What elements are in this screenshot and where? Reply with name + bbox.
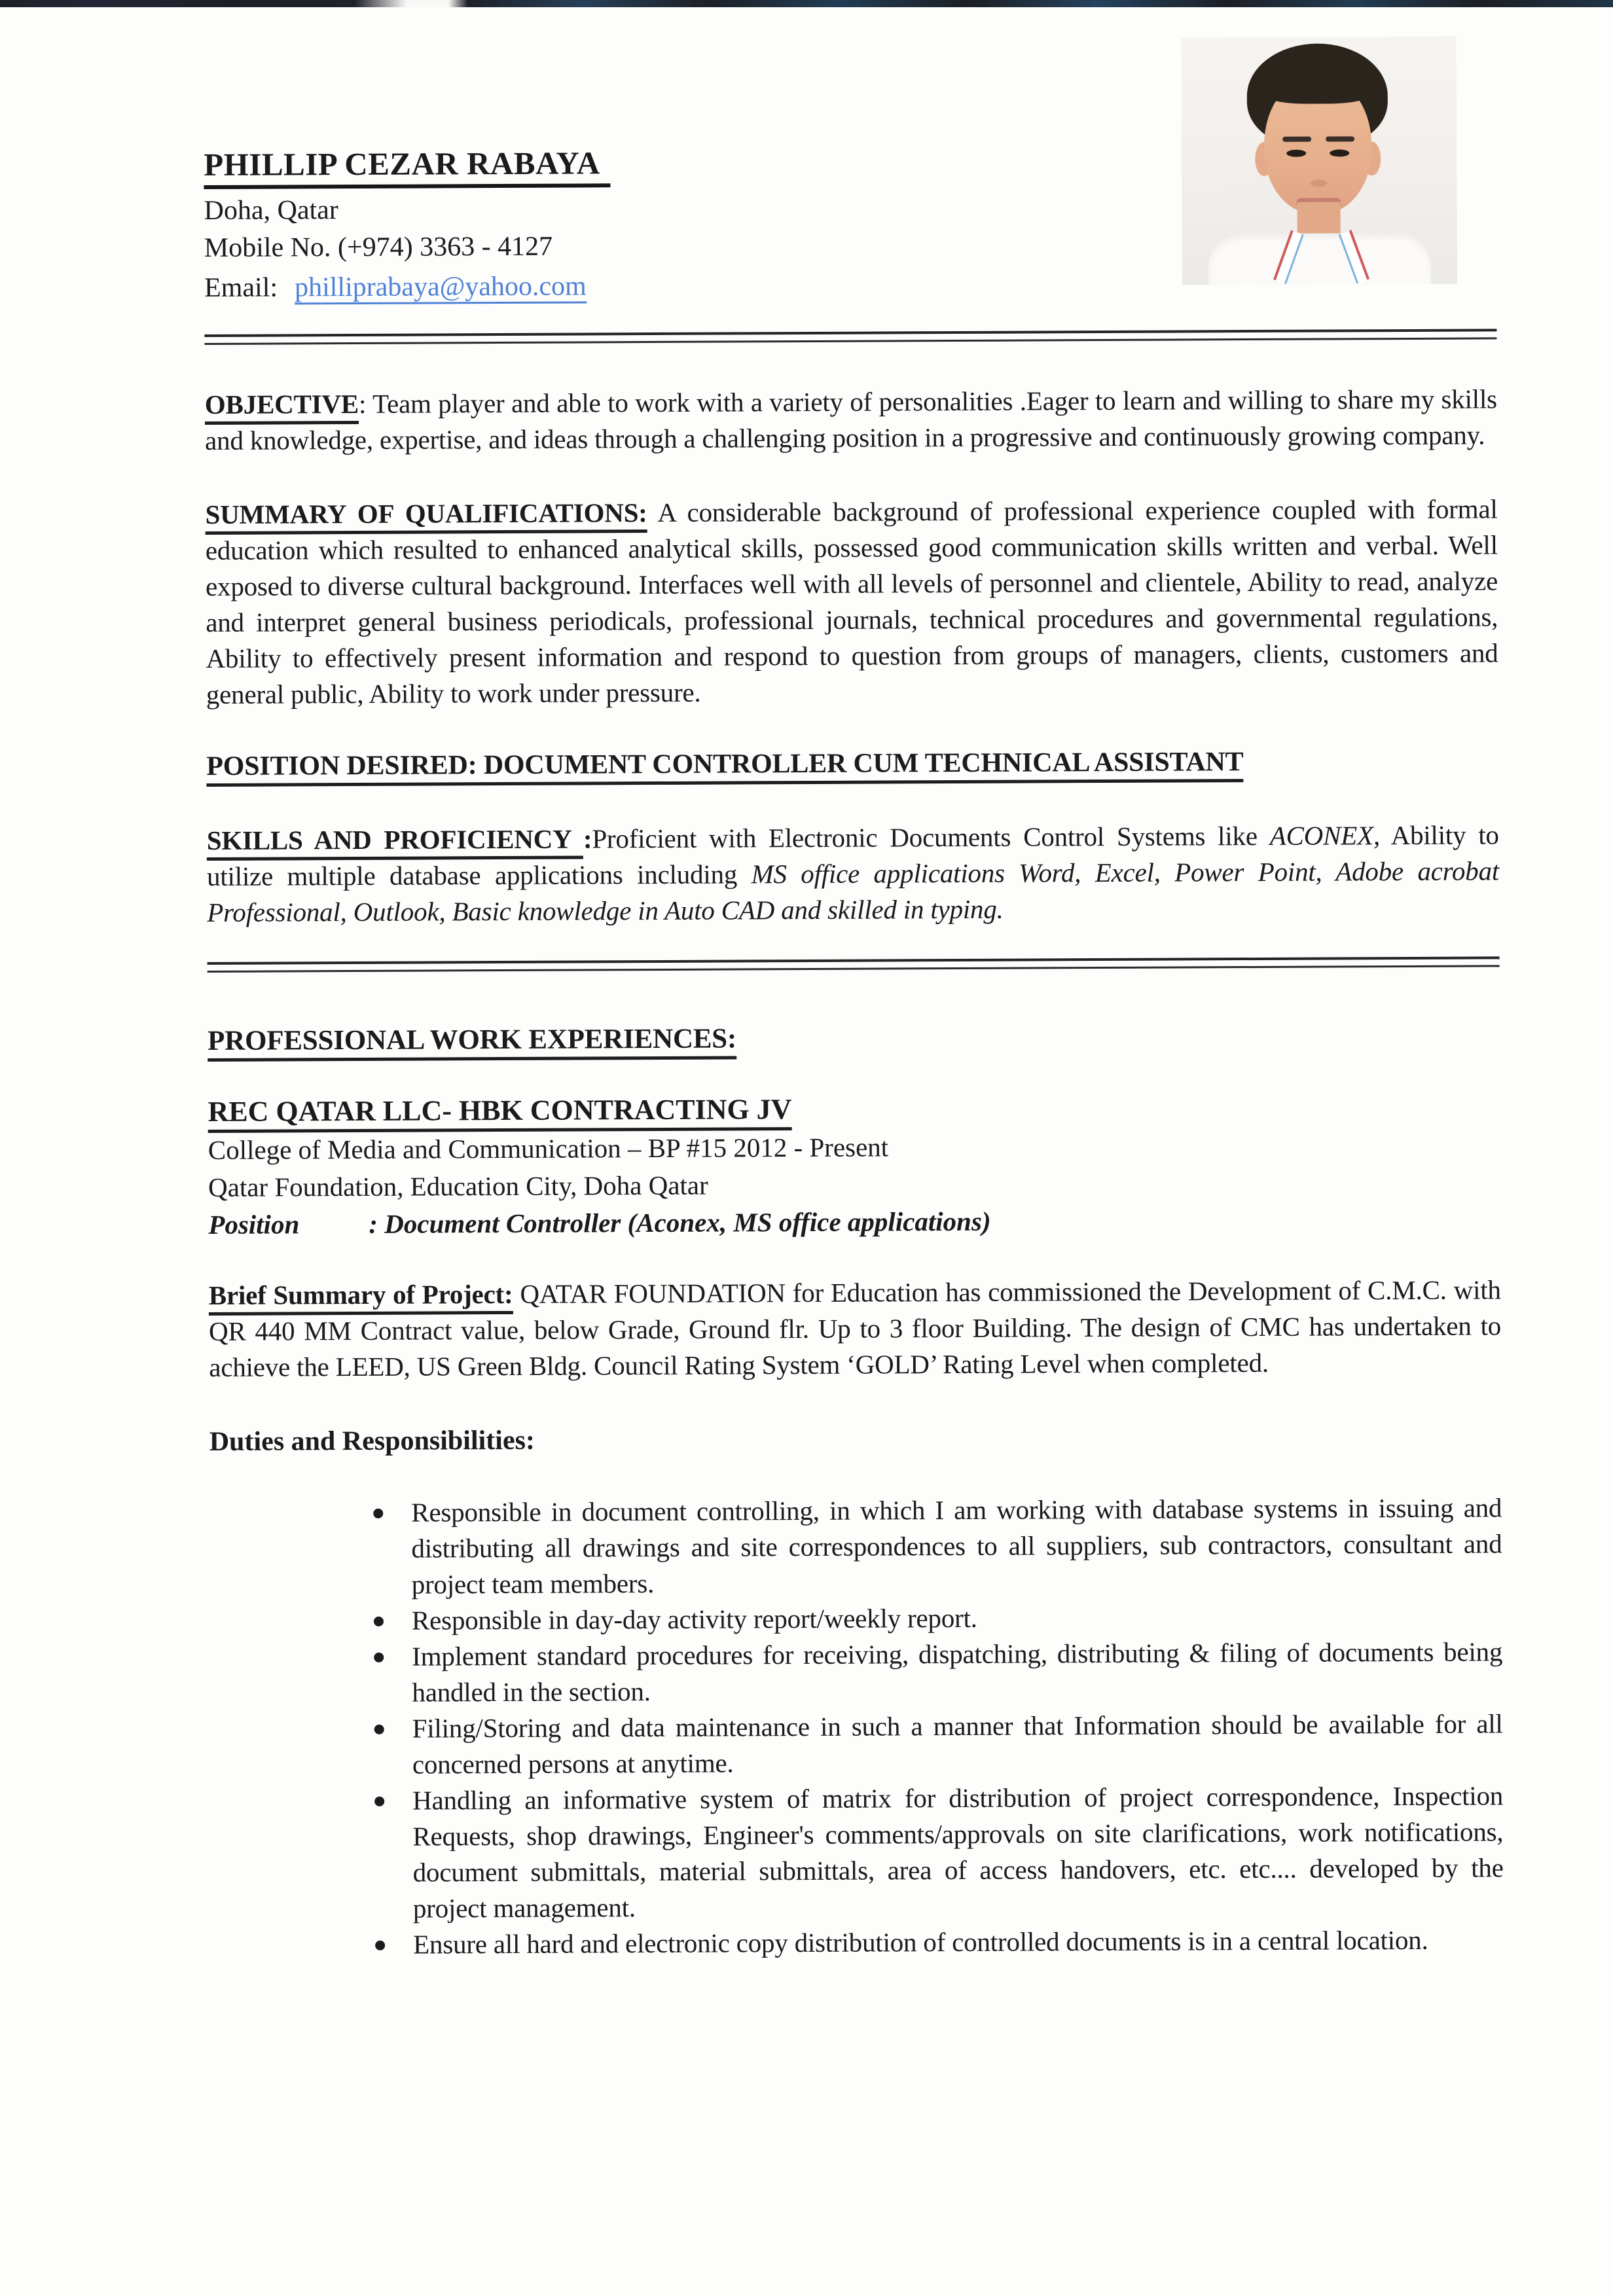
skills-heading: SKILLS AND PROFICIENCY xyxy=(207,823,583,861)
skills-colon: : xyxy=(583,823,592,854)
position-desired-heading: POSITION DESIRED: DOCUMENT CONTROLLER CUM TECHNICAL ASSISTANT xyxy=(206,742,1498,785)
skills-text: Ability to utilize multiple database applications including xyxy=(206,819,1499,891)
project-summary-paragraph xyxy=(209,1272,1502,1386)
duty-item: Filing/Storing and data maintenance in such a manner that Information should be available for all concerned persons at anytime. xyxy=(374,1706,1503,1783)
duty-item: Responsible in day-day activity report/weekly report. xyxy=(374,1598,1502,1639)
email-link[interactable]: philliprabaya@yahoo.com xyxy=(295,271,587,304)
objective-paragraph xyxy=(205,381,1497,459)
duties-heading: Duties and Responsibilities: xyxy=(209,1425,535,1457)
skills-text-italic: MS office applications Word, Excel, Power Point, Adobe acrobat Professional, Outlook, Basic knowledge in Auto CAD and skilled in typing. xyxy=(207,855,1500,927)
applicant-name: PHILLIP CEZAR RABAYA xyxy=(204,141,1496,183)
duties-list xyxy=(209,1490,1504,1964)
bullet-icon xyxy=(374,1653,384,1662)
email-label: Email: xyxy=(204,272,278,304)
bullet-icon xyxy=(375,1941,385,1950)
objective-heading: OBJECTIVE xyxy=(205,389,359,425)
project-summary-text: QATAR FOUNDATION for Education has commissioned the Development of C.M.C. with QR 440 MM Contract value, below Grade, Ground flr. Up to 3 floor Building. The design of CMC has undertaken to achieve the LEED, US Green Bldg. Council Rating System ‘GOLD’ Rating Level when completed. xyxy=(208,1274,1502,1382)
summary-text: A considerable background of professional experience coupled with formal education which resulted to enhanced analytical skills, possessed good communication skills written and verbal. Well exposed to diverse cultural background. Interfaces well with all levels of personnel and clientele, Ability to read, analyze and interpret general business periodicals, professional journals, technical procedures and governmental regulations, Ability to effectively present information and respond to question from groups of managers, clients, customers and general public, Ability to work under pressure. xyxy=(205,493,1498,709)
applicant-location: Doha, Qatar xyxy=(204,195,338,226)
skills-text: Proficient with Electronic Documents Control Systems like xyxy=(592,820,1270,854)
company-location-line: Qatar Foundation, Education City, Doha Qatar xyxy=(208,1170,708,1202)
summary-heading: SUMMARY OF QUALIFICATIONS: xyxy=(206,497,647,535)
objective-colon: : xyxy=(358,388,373,419)
divider-header xyxy=(204,329,1496,345)
position-line xyxy=(208,1200,1500,1244)
duty-item: Responsible in document controlling, in which I am working with database systems in issuing and distributing all drawings and site correspondences to all suppliers, sub contractors, consultant and project team members. xyxy=(373,1490,1502,1603)
bullet-icon xyxy=(374,1617,384,1626)
company-name: REC QATAR LLC- HBK CONTRACTING JV xyxy=(208,1086,1500,1132)
bullet-icon xyxy=(373,1509,383,1518)
skills-text-italic: ACONEX, xyxy=(1269,820,1381,851)
duty-item: Handling an informative system of matrix for distribution of project correspondence, Inspection Requests, shop drawings, Engineer's comments/approvals on site clarifications, work notifications, document submittals, material submittals, area of access handovers, etc. etc.... developed by the project management. xyxy=(374,1778,1504,1927)
company-project-line: College of Media and Communication – BP #15 2012 - Present xyxy=(208,1132,889,1165)
duty-item: Implement standard procedures for receiving, dispatching, distributing & filing of documents being handled in the section. xyxy=(374,1634,1502,1711)
objective-text: Team player and able to work with a variety of personalities .Eager to learn and willing to share my skills and knowledge, expertise, and ideas through a challenging position in a progressive and continuously growing company. xyxy=(205,384,1497,456)
experience-entry xyxy=(208,1086,1500,1244)
summary-paragraph xyxy=(205,491,1498,713)
duty-item: Ensure all hard and electronic copy distribution of controlled documents is in a central location. xyxy=(375,1922,1504,1963)
project-summary-heading: Brief Summary of Project: xyxy=(209,1279,513,1316)
bullet-icon xyxy=(374,1797,384,1806)
experiences-heading: PROFESSIONAL WORK EXPERIENCES: xyxy=(208,1016,1500,1060)
applicant-email-line xyxy=(204,264,1496,307)
applicant-mobile: Mobile No. (+974) 3363 - 4127 xyxy=(204,231,553,264)
divider-experience xyxy=(208,956,1500,973)
bullet-icon xyxy=(374,1725,384,1734)
position-value: : Document Controller (Aconex, MS office applications) xyxy=(369,1206,991,1239)
position-label: Position xyxy=(208,1209,300,1240)
skills-paragraph xyxy=(207,817,1500,931)
